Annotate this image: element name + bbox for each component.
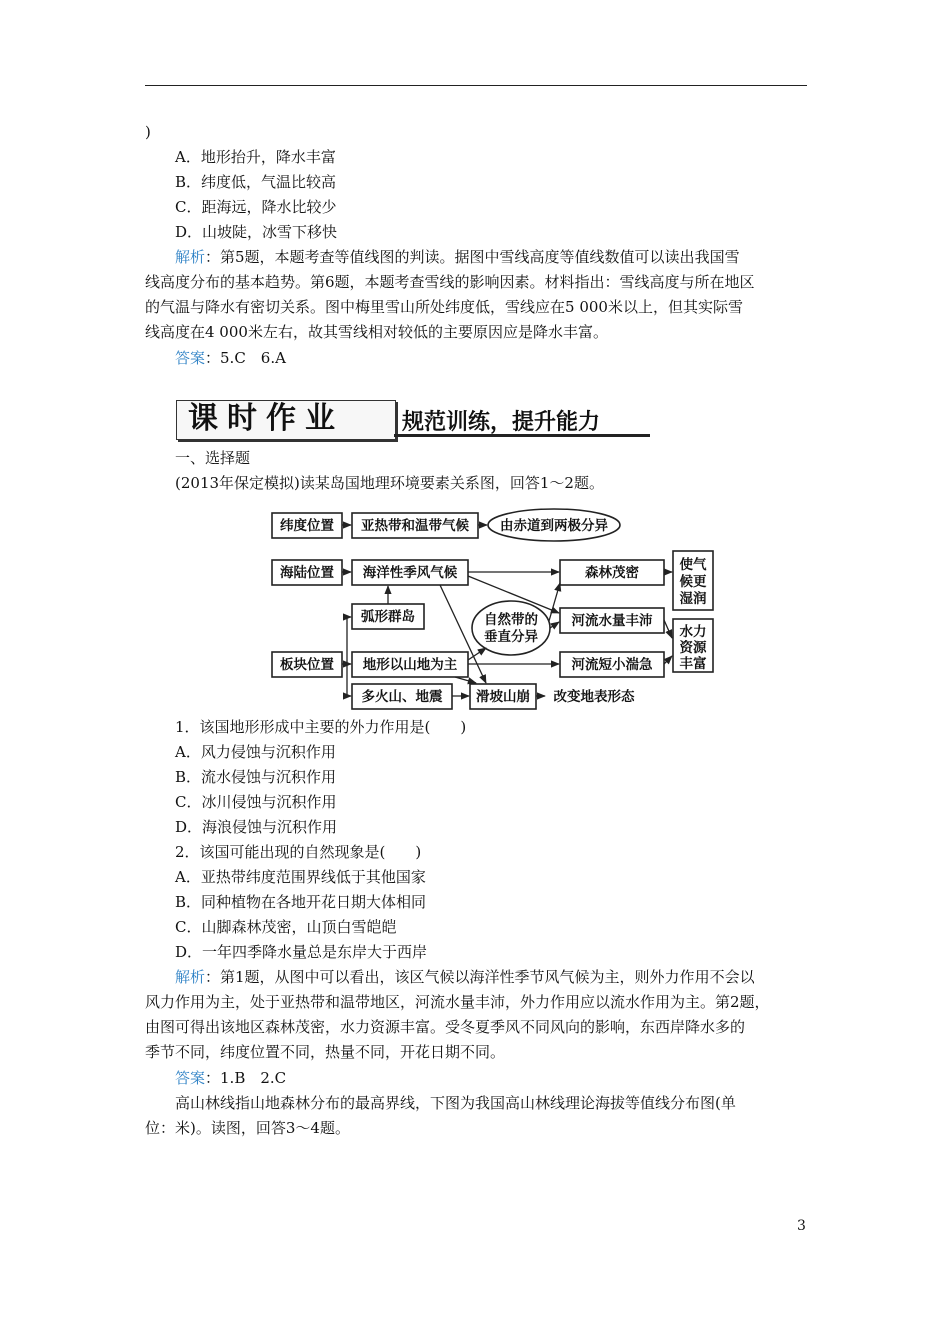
section-title: 一、选择题 (175, 449, 251, 467)
label-surface: 改变地表形态 (553, 689, 635, 705)
label-zonation: 由赤道到两极分异 (500, 518, 608, 534)
answer2-label: 答案 (175, 1069, 206, 1087)
label-latitude: 纬度位置 (280, 518, 334, 534)
label-plate: 板块位置 (280, 657, 334, 673)
q2-option-b: B．同种植物在各地开花日期大体相同 (175, 893, 427, 911)
label-land-sea: 海陆位置 (280, 565, 334, 581)
answer2: 答案：1.B 2.C (175, 1069, 287, 1087)
intro-q1-2: (2013年保定模拟)读某岛国地理环境要素关系图，回答1～2题。 (175, 474, 604, 492)
bracket-fragment: ) (145, 123, 151, 141)
q5-option-b: B．纬度低，气温比较高 (175, 173, 337, 191)
label-forest: 森林茂密 (585, 565, 639, 581)
label-climate-zone: 亚热带和温带气候 (361, 518, 469, 534)
label-humid-3: 湿润 (679, 591, 707, 607)
q5-option-a: A．地形抬升，降水丰富 (175, 148, 336, 166)
q1-stem: 1．该国地形形成中主要的外力作用是( ) (175, 718, 467, 736)
label-vertical-1: 自然带的 (484, 612, 538, 628)
banner-title: 课时作业 (188, 401, 344, 436)
intro-q3-4-line2: 位：米)。读图，回答3～4题。 (145, 1119, 350, 1137)
q2-option-c: C．山脚森林茂密，山顶白雪皑皑 (175, 918, 397, 936)
q2-option-d: D．一年四季降水量总是东岸大于西岸 (175, 943, 428, 961)
analysis2-label: 解析 (175, 968, 206, 986)
q1-option-b: B．流水侵蚀与沉积作用 (175, 768, 337, 786)
label-humid-1: 使气 (679, 557, 707, 573)
label-vertical-2: 垂直分异 (484, 629, 538, 645)
analysis1-line4: 线高度在4 000米左右，故其雪线相对较低的主要原因应是降水丰富。 (145, 323, 608, 341)
analysis1-line2: 线高度分布的基本趋势。第6题，本题考查雪线的影响因素。材料指出：雪线高度与所在地区 (145, 273, 755, 291)
answer1: 答案：5.C 6.A (175, 349, 286, 367)
analysis1-line3: 的气温与降水有密切关系。图中梅里雪山所处纬度低，雪线应在5 000米以上，但其实际雪 (145, 298, 743, 316)
analysis2-line4: 季节不同，纬度位置不同，热量不同，开花日期不同。 (145, 1043, 506, 1061)
q2-stem: 2．该国可能出现的自然现象是( ) (175, 843, 422, 861)
q2-option-a: A．亚热带纬度范围界线低于其他国家 (175, 868, 426, 886)
page-number: 3 (797, 1218, 806, 1234)
q1-option-c: C．冰川侵蚀与沉积作用 (175, 793, 337, 811)
label-mountains: 地形以山地为主 (362, 657, 458, 673)
answer1-label: 答案 (175, 349, 206, 367)
label-volcano: 多火山、地震 (361, 689, 443, 705)
label-arc-islands: 弧形群岛 (361, 609, 415, 625)
q1-option-a: A．风力侵蚀与沉积作用 (175, 743, 336, 761)
ellipse-vertical (472, 601, 550, 655)
label-hydro-1: 水力 (679, 624, 707, 640)
label-river-volume: 河流水量丰沛 (571, 613, 653, 629)
banner-subtitle: 规范训练，提升能力 (402, 410, 601, 435)
q1-option-d: D．海浪侵蚀与沉积作用 (175, 818, 338, 836)
intro-q3-4-line1: 高山林线指山地森林分布的最高界线，下图为我国高山林线理论海拔等值线分布图(单 (175, 1094, 736, 1112)
label-river-short: 河流短小湍急 (571, 657, 653, 673)
label-monsoon: 海洋性季风气候 (362, 565, 458, 581)
analysis2-line3: 由图可得出该地区森林茂密，水力资源丰富。受冬夏季风不同风向的影响，东西岸降水多的 (145, 1018, 746, 1036)
q5-option-d: D．山坡陡，冰雪下移快 (175, 223, 338, 241)
analysis2-line2: 风力作用为主，处于亚热带和温带地区，河流水量丰沛，外力作用应以流水作用为主。第2题， (145, 993, 770, 1011)
label-humid-2: 候更 (679, 574, 707, 590)
label-hydro-2: 资源 (679, 640, 707, 656)
label-hydro-3: 丰富 (679, 656, 707, 672)
q5-option-c: C．距海远，降水比较少 (175, 198, 337, 216)
analysis1-line1: 解析：第5题，本题考查等值线图的判读。据图中雪线高度等值线数值可以读出我国雪 (175, 248, 740, 266)
analysis1-label: 解析 (175, 248, 206, 266)
analysis2-line1: 解析：第1题，从图中可以看出，该区气候以海洋性季节风气候为主，则外力作用不会以 (175, 968, 755, 986)
label-landslide: 滑坡山崩 (476, 689, 530, 705)
